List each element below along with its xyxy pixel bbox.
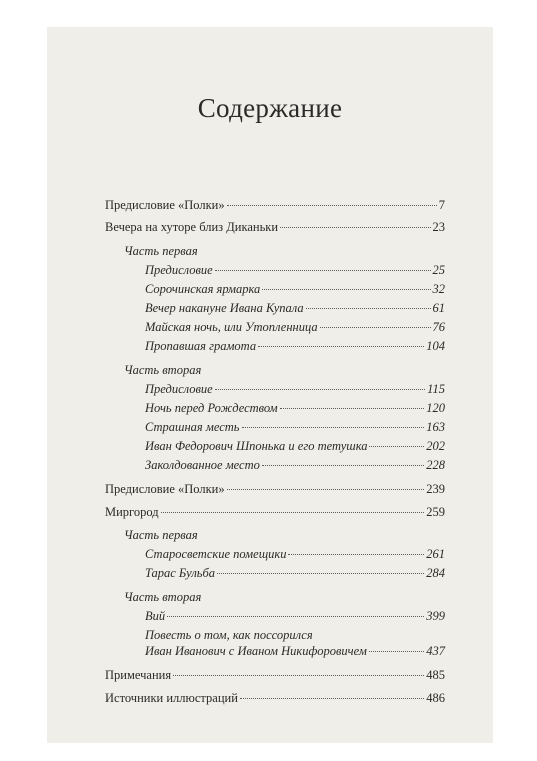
toc-entry-label: Иван Иванович с Иваном Никифоровичем	[145, 644, 367, 658]
dot-leader	[215, 270, 431, 271]
toc-entry[interactable]	[105, 668, 445, 682]
toc-entry-label: Заколдованное место	[145, 458, 260, 472]
toc-entry-label: Майская ночь, или Утопленница	[145, 320, 318, 334]
toc-entry[interactable]	[145, 420, 445, 434]
toc-section-heading: Часть первая	[124, 244, 198, 258]
toc-entry[interactable]	[105, 198, 445, 212]
toc-entry-page: 76	[432, 320, 445, 334]
toc-entry-page: 25	[432, 263, 445, 277]
toc-entry-line: Повесть о том, как поссорился	[145, 628, 313, 642]
dot-leader	[262, 465, 424, 466]
dot-leader	[320, 327, 431, 328]
toc-entry[interactable]	[145, 439, 445, 453]
toc-entry-page: 486	[426, 691, 445, 705]
toc-entry-page: 228	[426, 458, 445, 472]
dot-leader	[288, 554, 424, 555]
toc-entry[interactable]	[145, 263, 445, 277]
toc-entry-label: Тарас Бульба	[145, 566, 216, 580]
dot-leader	[161, 512, 425, 513]
toc-entry[interactable]	[145, 382, 445, 396]
dot-leader	[242, 427, 425, 428]
dot-leader	[173, 675, 424, 676]
toc-entry[interactable]	[105, 691, 445, 705]
toc-entry-label: Иван Федорович Шпонька и его тетушка	[145, 439, 368, 453]
dot-leader	[227, 489, 425, 490]
toc-entry-label: Сорочинская ярмарка	[145, 282, 261, 296]
toc-entry-page: 284	[426, 566, 445, 580]
dot-leader	[369, 651, 424, 652]
toc-entry-label: Страшная месть	[145, 420, 240, 434]
toc-entry-page: 399	[426, 609, 445, 623]
toc-entry-page: 7	[438, 198, 445, 212]
toc-entry[interactable]	[145, 547, 445, 561]
toc-entry[interactable]	[105, 482, 445, 496]
dot-leader	[369, 446, 424, 447]
toc-entry-page: 261	[426, 547, 445, 561]
dot-leader	[280, 227, 430, 228]
dot-leader	[227, 205, 437, 206]
dot-leader	[167, 616, 424, 617]
toc-entry-label: Миргород	[105, 505, 159, 519]
toc-entry[interactable]	[145, 301, 445, 315]
toc-entry-page: 239	[426, 482, 445, 496]
toc-entry[interactable]	[105, 220, 445, 234]
toc-entry[interactable]	[145, 401, 445, 415]
toc-section-heading: Часть вторая	[124, 363, 202, 377]
dot-leader	[217, 573, 424, 574]
toc-entry-label: Пропавшая грамота	[145, 339, 257, 353]
toc-entry[interactable]	[145, 644, 445, 658]
toc-entry[interactable]	[145, 458, 445, 472]
toc-entry-label: Источники иллюстраций	[105, 691, 238, 705]
toc-entry-label: Старосветские помещики	[145, 547, 287, 561]
toc-entry-label: Предисловие	[145, 382, 213, 396]
dot-leader	[262, 289, 430, 290]
toc-entry-label: Примечания	[105, 668, 172, 682]
toc-entry-page: 163	[426, 420, 445, 434]
toc-entry-page: 202	[426, 439, 445, 453]
toc-entry-page: 23	[432, 220, 445, 234]
dot-leader	[258, 346, 424, 347]
toc-entry-page: 437	[426, 644, 445, 658]
page-title: Содержание	[197, 93, 343, 123]
toc-entry[interactable]	[145, 339, 445, 353]
dot-leader	[240, 698, 424, 699]
toc-section-heading: Часть первая	[124, 528, 198, 542]
toc-entry-label: Вечера на хуторе близ Диканьки	[105, 220, 279, 234]
toc-section-heading: Часть вторая	[124, 590, 202, 604]
toc-entry-page: 104	[426, 339, 445, 353]
toc-entry-page: 115	[427, 382, 445, 396]
toc-entry[interactable]	[145, 320, 445, 334]
dot-leader	[306, 308, 431, 309]
toc-entry-label: Ночь перед Рождеством	[145, 401, 278, 415]
toc-entry[interactable]	[145, 566, 445, 580]
toc-entry-label: Предисловие «Полки»	[105, 482, 225, 496]
dot-leader	[280, 408, 425, 409]
toc-entry-page: 61	[432, 301, 445, 315]
toc-entry-label: Вий	[145, 609, 166, 623]
toc-entry-label: Вечер накануне Ивана Купала	[145, 301, 304, 315]
toc-entry-label: Предисловие	[145, 263, 213, 277]
toc-entry[interactable]	[145, 282, 445, 296]
dot-leader	[215, 389, 425, 390]
toc-entry-label: Предисловие «Полки»	[105, 198, 225, 212]
toc-entry-page: 120	[426, 401, 445, 415]
toc-entry[interactable]	[145, 609, 445, 623]
toc-entry[interactable]	[105, 505, 445, 519]
book-page	[47, 27, 493, 743]
toc-entry-page: 259	[426, 505, 445, 519]
toc-entry-page: 32	[432, 282, 445, 296]
toc-entry-page: 485	[426, 668, 445, 682]
